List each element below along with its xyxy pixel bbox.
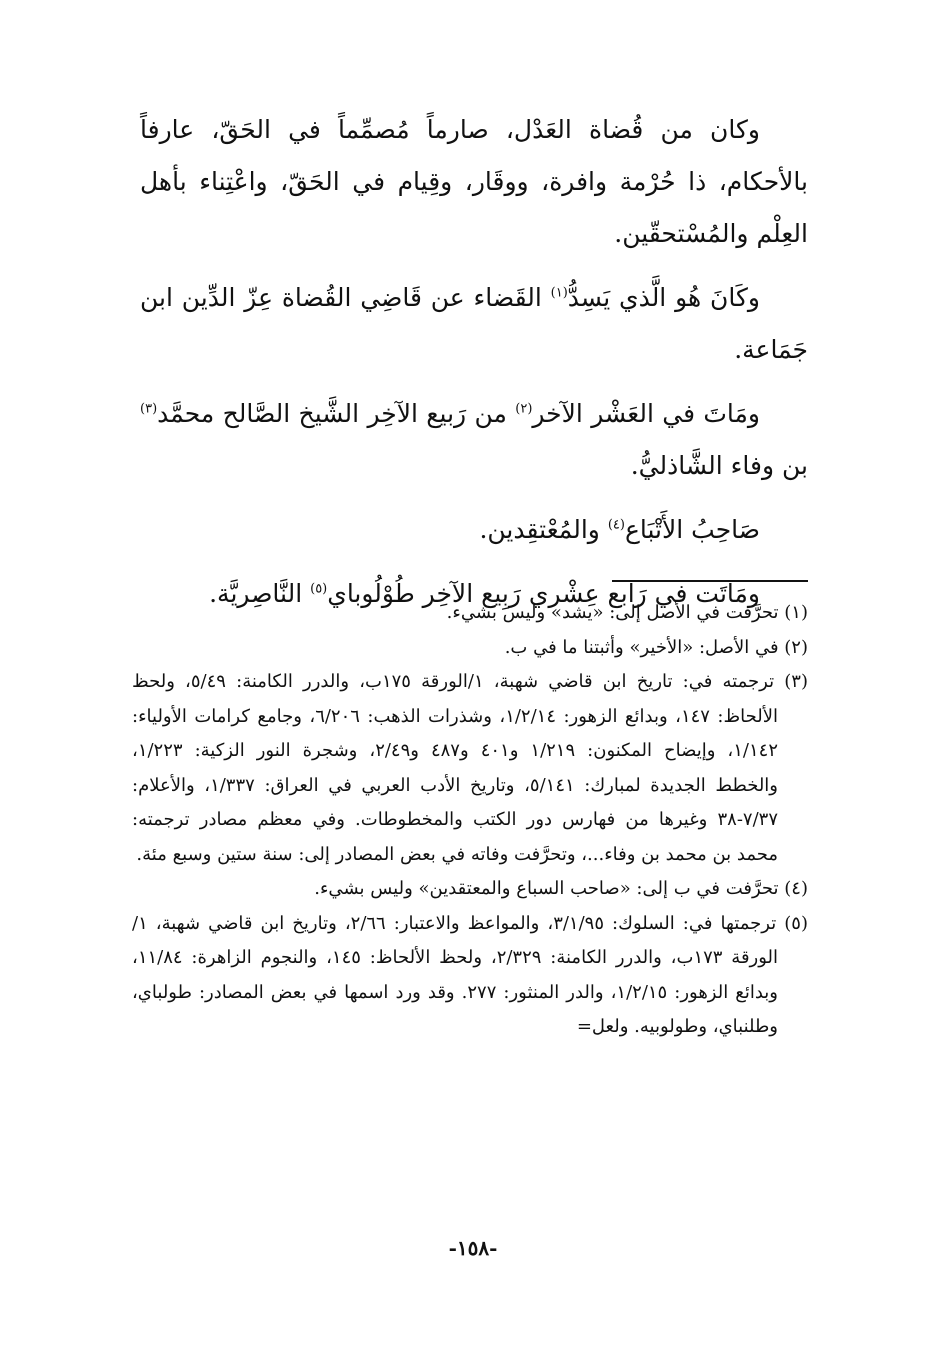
footnote-2: (٢) في الأصل: «الأخير» وأثبتنا ما في ب. [504, 636, 808, 658]
footnote-separator [612, 580, 808, 582]
paragraph-3-text-a: ومَاتَ في العَشْر الآخر [532, 399, 761, 428]
paragraph-1-text: وكان من قُضاة العَدْل، صارماً مُصمِّماً في الحَقّ، عارفاً بالأحكام، ذا حُرْمة وافرة، ووقَار، وقِيام في الحَقّ، واعْتِناء بأهل العِلْم والمُسْتحقّين. [140, 115, 808, 248]
footnote-3: (٣) ترجمته في: تاريخ ابن قاضي شهبة، ١/الورقة ١٧٥ب، والدرر الكامنة: ٥/٤٩، ولحظ الألحاظ: ١٤٧، وبدائع الزهور: ١/٢/١٤، وشذرات الذهب: ٦/٢٠٦، وجامع كرامات الأولياء: ١/١٤٢، وإيضاح المكنون: ١/٢١٩ و٤٠١ و٤٨٧ و٢/٤٩، وشجرة النور الزكية: ١/٢٢٣، والخطط الجديدة لمبارك: ٥/١٤١، وتاريخ الأدب العربي في العراق: ١/٣٣٧، والأعلام: ٧/٣٧-٣٨ وغيرها من فهارس دور الكتب والمخطوطات. وفي معظم مصادر ترجمته: محمد بن محمد بن وفاء...، وتحرَّفت وفاته في بعض المصادر إلى: سنة ستين وسبع مئة. [132, 671, 808, 865]
footnote-4: (٤) تحرَّفت في ب إلى: «صاحب السباع والمعتقدين» وليس بشيء. [314, 878, 808, 899]
footnotes [132, 596, 808, 1045]
footnote-5: (٥) ترجمتها في: السلوك: ٣/١/٩٥، والمواعظ والاعتبار: ٢/٦٦، وتاريخ ابن قاضي شهبة، ١/الورقة ١٧٣ب، والدرر الكامنة: ٢/٣٢٩، ولحظ الألحاظ: ١٤٥، والنجوم الزاهرة: ١١/٨٤، وبدائع الزهور: ١/٢/١٥، والدر المنثور: ٢٧٧. وقد ورد اسمها في بعض المصادر: طولباي، وطلنباي، وطولوبيه. ولعل= [132, 912, 808, 1037]
paragraph-2 [140, 272, 808, 376]
footnote-ref-1: (١) [550, 285, 568, 301]
paragraph-5-text-a: ومَاتَت في رَابع عِشْري رَبِيع الآخِر طُوْلُوباي [327, 579, 760, 608]
paragraph-1 [140, 104, 808, 260]
paragraph-2-text-a: وكَانَ هُو الَّذي يَسِدُّ [567, 283, 760, 312]
paragraph-4-text-a: صَاحِبُ الأَتْبَاع [624, 515, 760, 544]
paragraph-2-text-b: القَضاء عن قَاضِي القُضاة عِزّ الدِّين ابن جَمَاعة. [140, 283, 808, 364]
footnote-1: (١) تحرَّفت في الأصل إلى: «يشد» وليس بشيء. [446, 602, 808, 623]
paragraph-3 [140, 388, 808, 492]
footnote-ref-2: (٢) [515, 401, 533, 417]
footnote-ref-5: (٥) [310, 581, 328, 597]
footnote-ref-3: (٣) [140, 401, 158, 417]
paragraph-4-text-b: والمُعْتقِدين. [479, 515, 608, 544]
page-number: -١٥٨- [448, 1236, 498, 1260]
paragraph-3-text-b: من رَبيع الآخِر الشَّيخ الصَّالح محمَّد [157, 399, 516, 428]
paragraph-4 [140, 504, 808, 556]
paragraph-5-text-b: النَّاصِريَّة. [209, 579, 311, 608]
paragraph-3-text-c: بن وفاء الشَّاذليُّ. [630, 451, 808, 480]
footnote-ref-4: (٤) [607, 517, 625, 533]
main-text [140, 104, 808, 620]
